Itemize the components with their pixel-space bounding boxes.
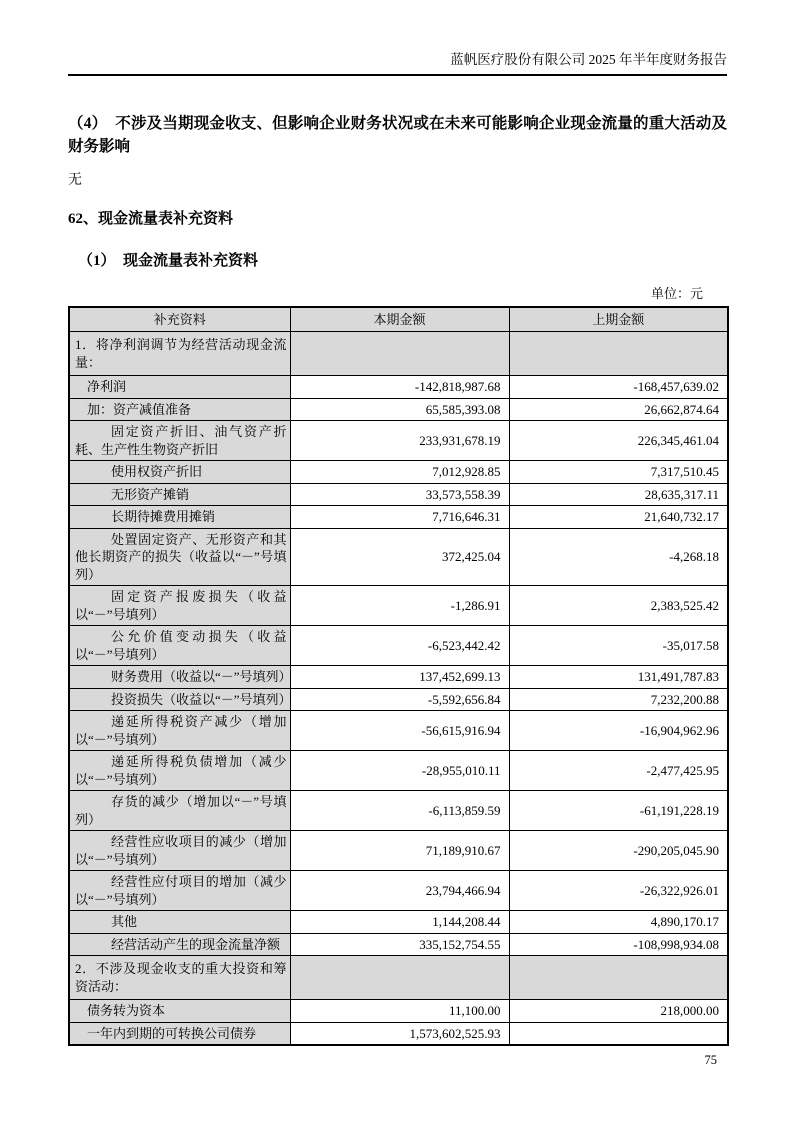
current-amount-cell: 65,585,393.08 — [290, 398, 509, 421]
previous-amount-cell: 28,635,317.11 — [509, 483, 728, 506]
previous-amount-cell: -16,904,962.96 — [509, 711, 728, 751]
previous-amount-cell: 218,000.00 — [509, 1000, 728, 1023]
row-label-cell: 处置固定资产、无形资产和其他长期资产的损失（收益以“－”号填列） — [69, 528, 290, 586]
row-label-cell: 债务转为资本 — [69, 1000, 290, 1023]
row-label-cell: 一年内到期的可转换公司债券 — [69, 1022, 290, 1045]
current-amount-cell — [290, 332, 509, 376]
previous-amount-cell: -4,268.18 — [509, 528, 728, 586]
table-row — [69, 376, 728, 399]
column-header-supplement: 补充资料 — [69, 307, 290, 332]
table-row — [69, 666, 728, 689]
table-row — [69, 1000, 728, 1023]
previous-amount-cell: -168,457,639.02 — [509, 376, 728, 399]
table-row — [69, 911, 728, 934]
row-label-cell: 净利润 — [69, 376, 290, 399]
row-label-cell: 加：资产减值准备 — [69, 398, 290, 421]
cash-flow-supplement-table — [68, 306, 729, 1046]
table-row — [69, 711, 728, 751]
previous-amount-cell: -2,477,425.95 — [509, 751, 728, 791]
current-amount-cell: 7,012,928.85 — [290, 461, 509, 484]
row-label-cell: 经营活动产生的现金流量净额 — [69, 933, 290, 956]
report-title: 蓝帆医疗股份有限公司 2025 年半年度财务报告 — [450, 52, 727, 67]
previous-amount-cell — [509, 956, 728, 1000]
row-label-cell: 其他 — [69, 911, 290, 934]
table-row — [69, 956, 728, 1000]
previous-amount-cell — [509, 1022, 728, 1045]
row-label-cell: 递延所得税负债增加（减少以“－”号填列） — [69, 751, 290, 791]
previous-amount-cell: 21,640,732.17 — [509, 506, 728, 529]
row-label-cell: 固定资产折旧、油气资产折耗、生产性生物资产折旧 — [69, 421, 290, 461]
previous-amount-cell: 7,317,510.45 — [509, 461, 728, 484]
row-label-cell: 无形资产摊销 — [69, 483, 290, 506]
table-row — [69, 626, 728, 666]
current-amount-cell: -142,818,987.68 — [290, 376, 509, 399]
previous-amount-cell: 131,491,787.83 — [509, 666, 728, 689]
current-amount-cell — [290, 956, 509, 1000]
current-amount-cell: 335,152,754.55 — [290, 933, 509, 956]
current-amount-cell: 33,573,558.39 — [290, 483, 509, 506]
table-row — [69, 688, 728, 711]
none-text: 无 — [68, 173, 82, 188]
previous-amount-cell: -61,191,228.19 — [509, 791, 728, 831]
table-row — [69, 933, 728, 956]
previous-amount-cell: -26,322,926.01 — [509, 871, 728, 911]
header-rule — [68, 74, 727, 76]
row-label-cell: 财务费用（收益以“－”号填列） — [69, 666, 290, 689]
table-row — [69, 506, 728, 529]
row-label-cell: 公允价值变动损失（收益以“－”号填列） — [69, 626, 290, 666]
current-amount-cell: 233,931,678.19 — [290, 421, 509, 461]
current-amount-cell: 137,452,699.13 — [290, 666, 509, 689]
row-label-cell: 1．将净利润调节为经营活动现金流量： — [69, 332, 290, 376]
table-row — [69, 751, 728, 791]
page-number: 75 — [704, 1053, 717, 1067]
current-amount-cell: 1,144,208.44 — [290, 911, 509, 934]
table-row — [69, 871, 728, 911]
table-row — [69, 332, 728, 376]
section-heading-62-1: （1） 现金流量表补充资料 — [78, 253, 259, 269]
section-heading-62: 62、现金流量表补充资料 — [68, 211, 234, 227]
previous-amount-cell: -108,998,934.08 — [509, 933, 728, 956]
current-amount-cell: -6,523,442.42 — [290, 626, 509, 666]
table-row — [69, 461, 728, 484]
current-amount-cell: -5,592,656.84 — [290, 688, 509, 711]
unit-label: 单位：元 — [650, 286, 703, 301]
current-amount-cell: 7,716,646.31 — [290, 506, 509, 529]
table-row — [69, 1022, 728, 1045]
table-row — [69, 791, 728, 831]
previous-amount-cell: 7,232,200.88 — [509, 688, 728, 711]
column-header-current-amount: 本期金额 — [290, 307, 509, 332]
current-amount-cell: -6,113,859.59 — [290, 791, 509, 831]
section-heading-4: （4） 不涉及当期现金收支、但影响企业财务状况或在未来可能影响企业现金流量的重大活动及财务影响 — [68, 115, 727, 155]
current-amount-cell: 71,189,910.67 — [290, 831, 509, 871]
previous-amount-cell: -35,017.58 — [509, 626, 728, 666]
table-row — [69, 586, 728, 626]
row-label-cell: 经营性应付项目的增加（减少以“－”号填列） — [69, 871, 290, 911]
previous-amount-cell — [509, 332, 728, 376]
table-header-row — [69, 307, 728, 332]
table-row — [69, 528, 728, 586]
current-amount-cell: 1,573,602,525.93 — [290, 1022, 509, 1045]
current-amount-cell: 372,425.04 — [290, 528, 509, 586]
row-label-cell: 存货的减少（增加以“－”号填列） — [69, 791, 290, 831]
row-label-cell: 递延所得税资产减少（增加以“－”号填列） — [69, 711, 290, 751]
table-row — [69, 483, 728, 506]
column-header-previous-amount: 上期金额 — [509, 307, 728, 332]
row-label-cell: 投资损失（收益以“－”号填列） — [69, 688, 290, 711]
row-label-cell: 使用权资产折旧 — [69, 461, 290, 484]
current-amount-cell: 23,794,466.94 — [290, 871, 509, 911]
current-amount-cell: -1,286.91 — [290, 586, 509, 626]
table-row — [69, 831, 728, 871]
document-header — [68, 0, 727, 70]
previous-amount-cell: -290,205,045.90 — [509, 831, 728, 871]
table-row — [69, 398, 728, 421]
current-amount-cell: -28,955,010.11 — [290, 751, 509, 791]
previous-amount-cell: 26,662,874.64 — [509, 398, 728, 421]
previous-amount-cell: 2,383,525.42 — [509, 586, 728, 626]
row-label-cell: 长期待摊费用摊销 — [69, 506, 290, 529]
row-label-cell: 固定资产报废损失（收益以“－”号填列） — [69, 586, 290, 626]
previous-amount-cell: 4,890,170.17 — [509, 911, 728, 934]
current-amount-cell: -56,615,916.94 — [290, 711, 509, 751]
table-row — [69, 421, 728, 461]
current-amount-cell: 11,100.00 — [290, 1000, 509, 1023]
row-label-cell: 经营性应收项目的减少（增加以“－”号填列） — [69, 831, 290, 871]
previous-amount-cell: 226,345,461.04 — [509, 421, 728, 461]
row-label-cell: 2．不涉及现金收支的重大投资和筹资活动： — [69, 956, 290, 1000]
